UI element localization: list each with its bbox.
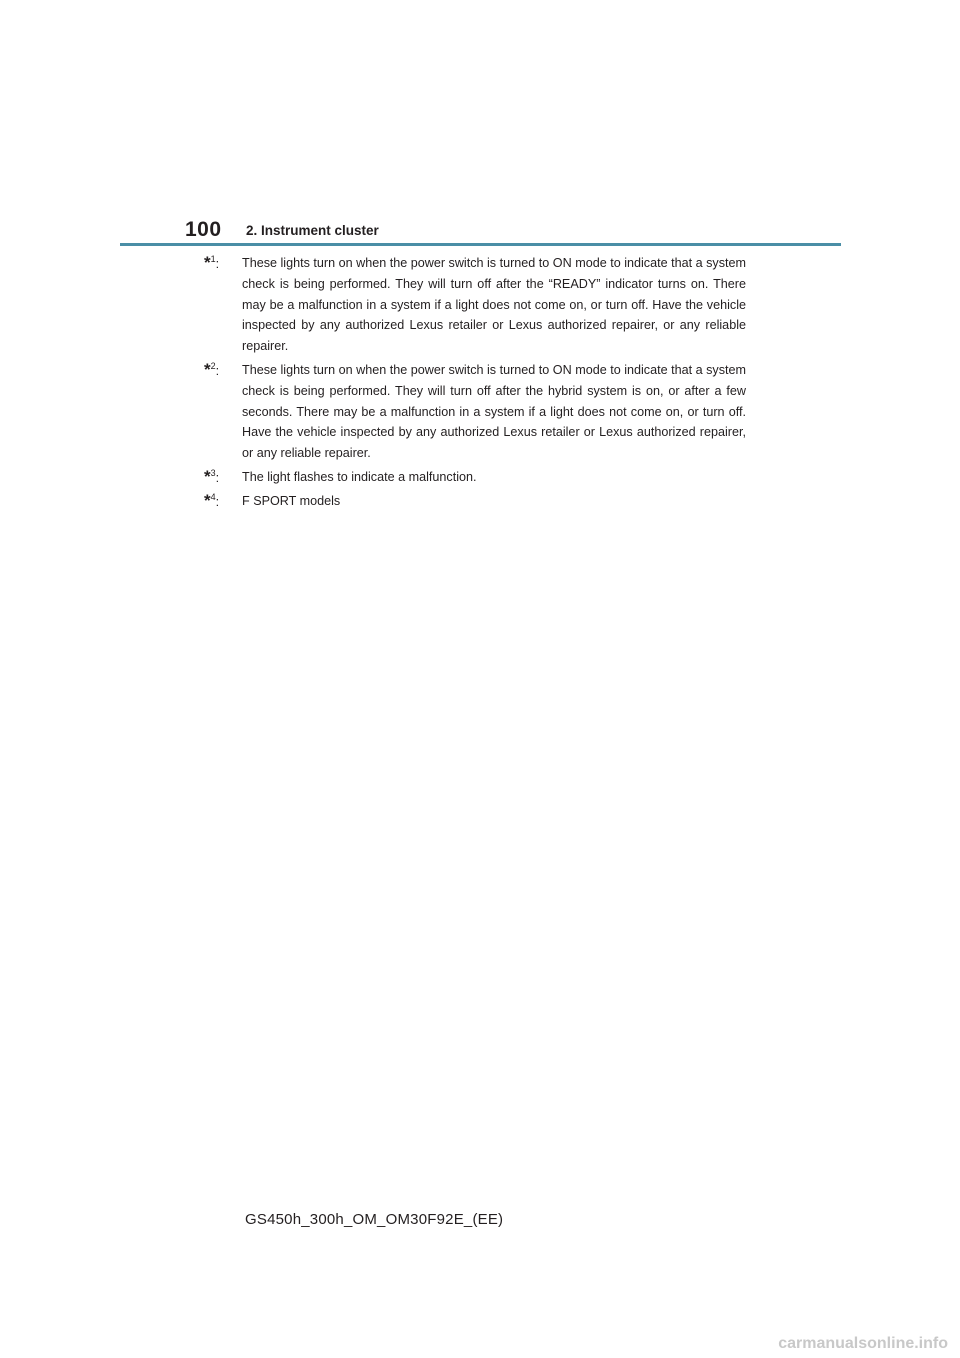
footnote-text: F SPORT models (242, 493, 341, 508)
footnote-1 (204, 253, 746, 357)
footnote-marker: *$^4$: (204, 490, 220, 510)
footnote-text: These lights turn on when the power switch is turned to ON mode to indicate that a system check is being performed. They will turn off after the “READY” indicator turns on. There may be a malfunction in a system if a light does not come on, or turn off. Have the vehicle inspected by any authorized Lexus retailer or Lexus authorized repairer, or any reliable repairer. (242, 256, 747, 354)
footnote-2 (204, 360, 746, 464)
footnote-marker: *$^2$: (204, 359, 220, 379)
footnote-text: The light flashes to indicate a malfunction. (242, 469, 477, 484)
footnote-marker: *$^1$: (204, 253, 220, 272)
footnote-3 (204, 467, 746, 488)
footnote-marker: *$^3$: (204, 466, 220, 486)
watermark: carmanualsonline.info (778, 1335, 948, 1352)
footnote-list (204, 253, 746, 515)
page-number: 100 (185, 218, 222, 241)
header-divider (120, 243, 841, 246)
section-title: 2. Instrument cluster (246, 223, 379, 238)
document-code: GS450h_300h_OM_OM30F92E_(EE) (245, 1211, 504, 1228)
footnote-4 (204, 491, 746, 512)
footnote-text: These lights turn on when the power switch is turned to ON mode to indicate that a system check is being performed. They will turn off after the hybrid system is on, or after a few seconds. There may be a malfunction in a system if a light does not come on, or turn off. Have the vehicle inspected by any authorized Lexus retailer or Lexus authorized repairer, or any reliable repairer. (242, 362, 747, 461)
